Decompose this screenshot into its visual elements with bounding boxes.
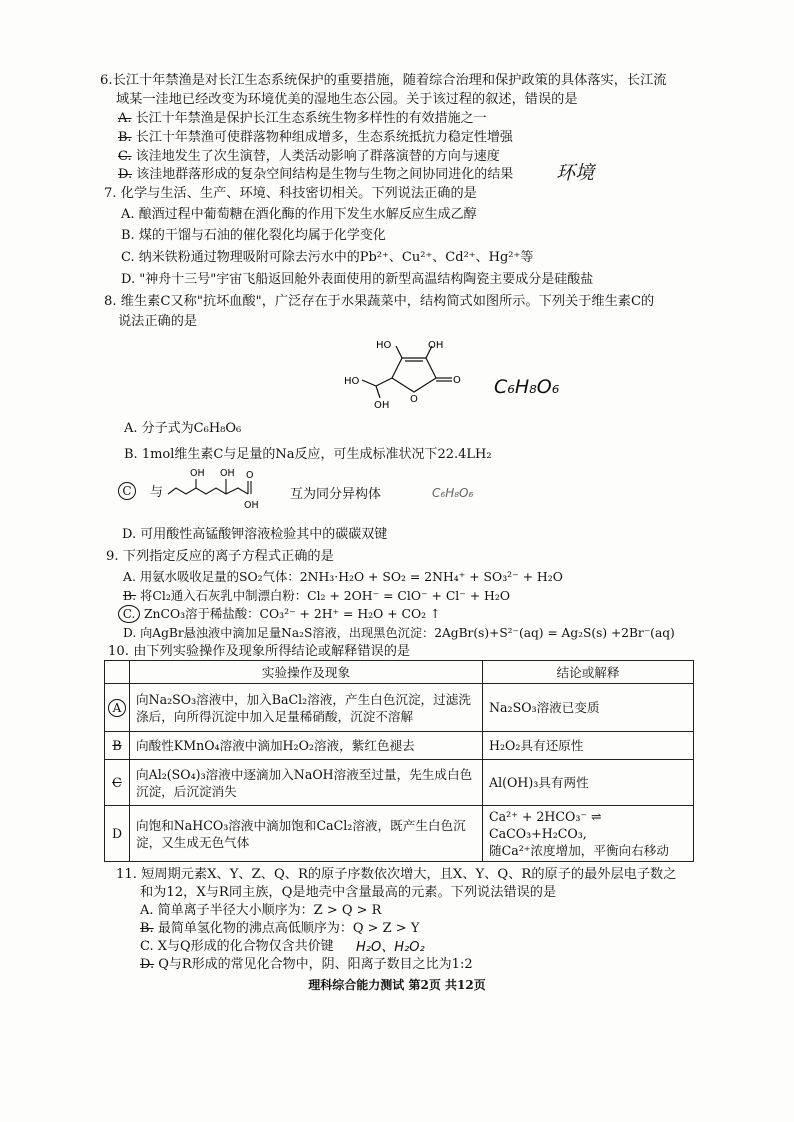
q7-option-b: B. 煤的干馏与石油的催化裂化均属于化学变化 — [121, 228, 386, 243]
q10-row-d-conclusion: Ca²⁺ + 2HCO₃⁻ ⇌ CaCO₃+H₂CO₃, 随Ca²⁺浓度增加，平衡向右移动 — [483, 806, 694, 862]
q11-stem-line1: 11. 短周期元素X、Y、Z、Q、R的原子序数依次增大，且X、Y、Q、R的原子的最外层电子数之 — [116, 867, 677, 882]
q11-option-b: B. 最简单氢化物的沸点高低顺序为：Q > Z > Y — [140, 921, 420, 936]
c-struct-o: O — [246, 470, 254, 481]
q10-row-a-operation: 向Na₂SO₃溶液中，加入BaCl₂溶液，产生白色沉淀，过滤洗涤后，向所得沉淀中加入足量稀硝酸，沉淀不溶解 — [130, 684, 483, 732]
q8-option-a: A. 分子式为C₆H₈O₆ — [124, 421, 242, 436]
page-footer: 理科综合能力测试 第2页 共12页 — [308, 978, 486, 992]
q9-option-b: B. 将Cl₂通入石灰乳中制漂白粉：Cl₂ + 2OH⁻ = ClO⁻ + Cl⁻ + H₂O — [123, 588, 510, 603]
q11-option-c: C. X与Q形成的化合物仅含共价键 — [140, 939, 334, 954]
vc-oh-bottom: OH — [374, 400, 390, 411]
vc-ring-oxygen: O — [410, 394, 418, 405]
q8-option-c-structure — [164, 466, 284, 510]
q10-row-d-label: D — [105, 806, 130, 862]
q10-row-d-operation: 向饱和NaHCO₃溶液中滴加饱和CaCl₂溶液，既产生白色沉淀，又生成无色气体 — [130, 806, 483, 862]
table-row — [105, 732, 694, 760]
q6-stem-line1: 6.长江十年禁渔是对长江生态系统保护的重要措施，随着综合治理和保护政策的具体落实，长江流 — [100, 73, 667, 88]
table-row — [105, 806, 694, 862]
c-struct-oh-1: OH — [190, 468, 205, 479]
q6-number: 6. — [100, 73, 113, 88]
q10-row-a-conclusion: Na₂SO₃溶液已变质 — [483, 684, 694, 732]
q9-option-a: A. 用氨水吸收足量的SO₂气体：2NH₃·H₂O + SO₂ = 2NH₄⁺ + SO₃²⁻ + H₂O — [123, 569, 563, 584]
q6-handwritten-note: 环境 — [556, 162, 595, 184]
q10-row-c-conclusion: Al(OH)₃具有两性 — [483, 760, 694, 806]
vc-ho-left: HO — [344, 376, 360, 387]
q10-header-operation: 实验操作及现象 — [130, 661, 483, 684]
c-struct-oh-2: OH — [220, 468, 235, 479]
q11-handwritten-note: H₂O、H₂O₂ — [356, 940, 425, 955]
q10-table — [104, 660, 694, 862]
table-row — [105, 760, 694, 806]
q10-header-conclusion: 结论或解释 — [483, 661, 694, 684]
q8-option-c-handwritten: C₆H₈O₆ — [432, 486, 474, 500]
q8-option-b: B. 1mol维生素C与足量的Na反应，可生成标准状况下22.4LH₂ — [124, 447, 492, 462]
q10-row-b-label: B — [112, 738, 122, 753]
q9-option-c: C. ZnCO₃溶于稀盐酸：CO₃²⁻ + 2H⁺ = H₂O + CO₂ ↑ — [118, 605, 440, 623]
q8-stem-line2: 说法正确的是 — [118, 314, 198, 329]
q7-option-a: A. 酿酒过程中葡萄糖在酒化酶的作用下发生水解反应生成乙醇 — [121, 207, 477, 222]
q6-option-c: C. 该洼地发生了次生演替，人类活动影响了群落演替的方向与速度 — [118, 149, 500, 164]
q10-stem: 10. 由下列实验操作及现象所得结论或解释错误的是 — [108, 644, 411, 659]
q9-option-d: D. 向AgBr悬浊液中滴加足量Na₂S溶液，出现黑色沉淀：2AgBr(s)+S²⁻(aq) = Ag₂S(s) +2Br⁻(aq) — [123, 626, 675, 640]
q10-row-b-operation: 向酸性KMnO₄溶液中滴加H₂O₂溶液，紫红色褪去 — [130, 732, 483, 760]
q7-option-d: D. "神舟十三号"宇宙飞船返回舱外表面使用的新型高温结构陶瓷主要成分是硅酸盐 — [121, 272, 594, 287]
q11-option-a: A. 简单离子半径大小顺序为：Z > Q > R — [140, 903, 382, 918]
q7-stem: 7. 化学与生活、生产、环境、科技密切相关。下列说法正确的是 — [104, 186, 477, 201]
q10-table-header — [105, 661, 694, 684]
q6-stem-line2: 域某一洼地已经改变为环境优美的湿地生态公园。关于该过程的叙述，错误的是 — [116, 92, 578, 107]
q10-row-b-conclusion: H₂O₂具有还原性 — [483, 732, 694, 760]
q6-option-b: B. 长江十年禁渔可使群落物种组成增多，生态系统抵抗力稳定性增强 — [118, 130, 513, 145]
vc-ho-top-left: HO — [376, 340, 392, 351]
q6-option-a: A. 长江十年禁渔是保护长江生态系统生物多样性的有效措施之一 — [118, 111, 487, 126]
q8-stem-line1: 8. 维生素C又称"抗坏血酸"，广泛存在于水果蔬菜中，结构简式如图所示。下列关于维生素C的 — [104, 294, 655, 309]
q8-option-c-circled: C — [118, 482, 136, 500]
c-struct-oh-3: OH — [244, 500, 259, 510]
q11-stem-line2: 和为12，X与R同主族，Q是地壳中含量最高的元素。下列说法错误的是 — [140, 885, 557, 900]
q10-row-a-label: A — [108, 699, 126, 717]
q6-option-d: D. 该洼地群落形成的复杂空间结构是生物与生物之间协同进化的结果 — [118, 167, 514, 182]
q10-row-c-label: C — [112, 775, 122, 790]
q8-option-c-prefix: 与 — [150, 485, 164, 500]
q8-handwritten-formula: C₆H₈O₆ — [494, 376, 560, 398]
table-row — [105, 684, 694, 732]
q8-option-d: D. 可用酸性高锰酸钾溶液检验其中的碳碳双键 — [122, 527, 388, 542]
q8-option-c-suffix: 互为同分异构体 — [290, 487, 382, 502]
q11-option-d: D. Q与R形成的常见化合物中，阴、阳离子数目之比为1:2 — [140, 957, 473, 972]
vc-carbonyl-oxygen: O — [453, 375, 461, 386]
q7-option-c: C. 纳米铁粉通过物理吸附可除去污水中的Pb²⁺、Cu²⁺、Cd²⁺、Hg²⁺等 — [121, 250, 534, 265]
vc-oh-top-right: OH — [428, 340, 444, 351]
q9-stem: 9. 下列指定反应的离子方程式正确的是 — [106, 549, 334, 564]
vitamin-c-structure — [340, 336, 490, 412]
q8-option-c — [118, 482, 136, 500]
q10-row-c-operation: 向Al₂(SO₄)₃溶液中逐滴加入NaOH溶液至过量，先生成白色沉淀，后沉淀消失 — [130, 760, 483, 806]
